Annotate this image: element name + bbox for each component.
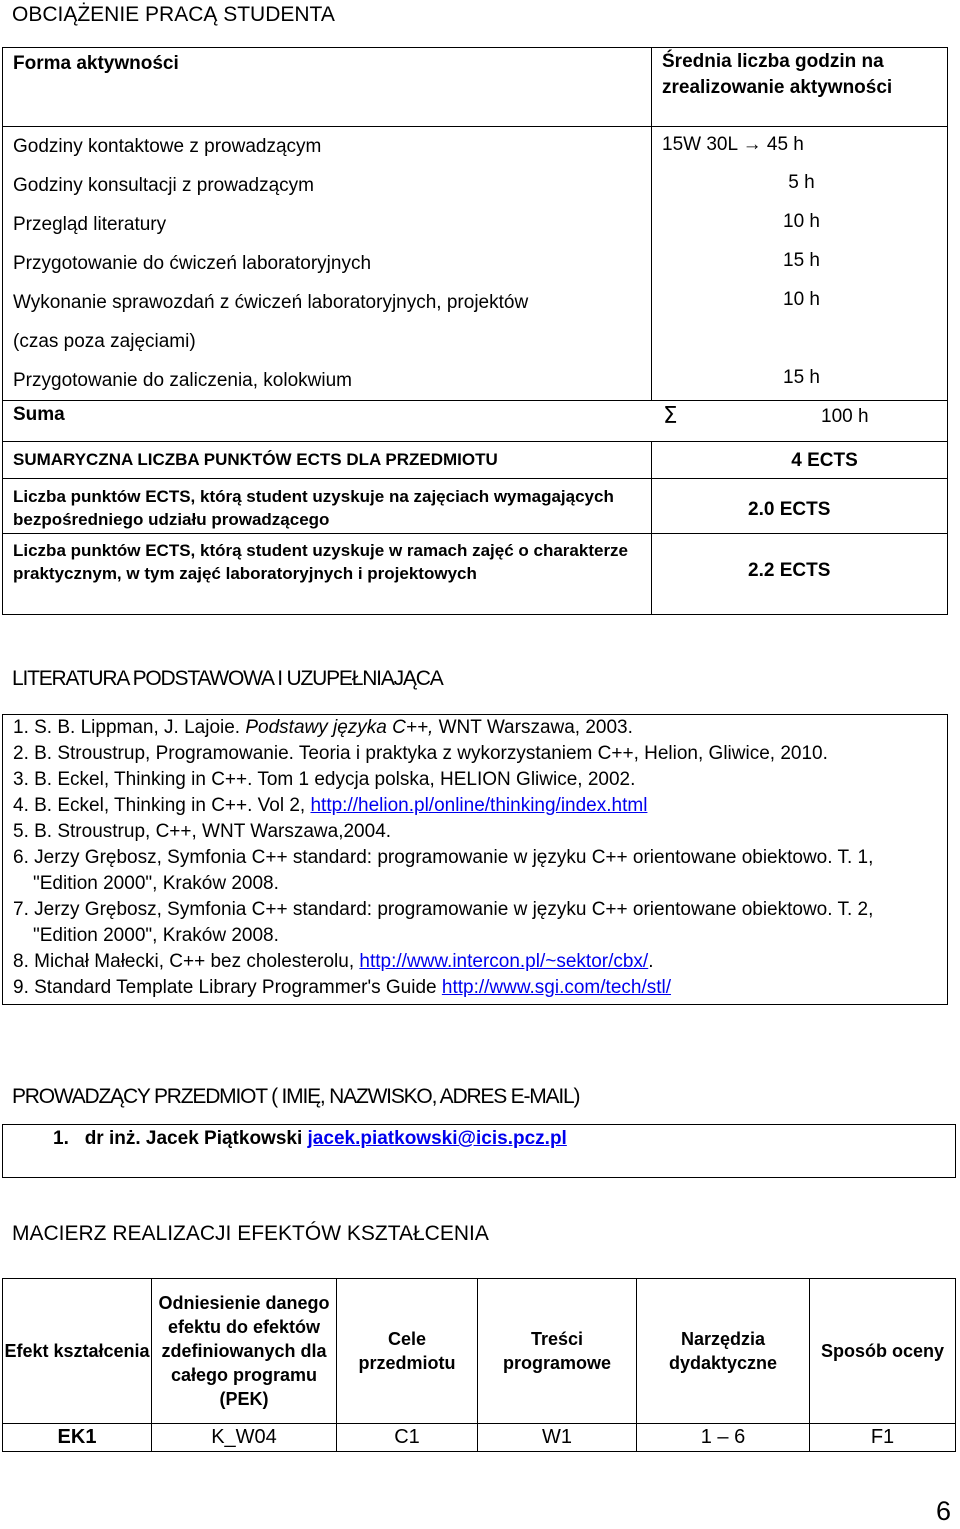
ects-practical-label: Liczba punktów ECTS, którą student uzyskuje w ramach zajęć o charakterze praktycznym, w tym zajęć laboratoryjnych i projektowych (13, 541, 629, 583)
sum-row (3, 401, 948, 442)
literature-list (3, 715, 947, 1001)
matrix-header-goals: Cele przedmiotu (337, 1279, 478, 1424)
lecturer-table (2, 1124, 956, 1178)
matrix-cell-tools: 1 – 6 (637, 1424, 810, 1452)
hours-value: 15W 30L → 45 h (662, 134, 804, 155)
ects-direct-value-cell (652, 479, 948, 534)
literature-link[interactable]: http://www.intercon.pl/~sektor/cbx/ (359, 951, 649, 972)
literature-title: LITERATURA PODSTAWOWA I UZUPEŁNIAJĄCA (12, 667, 443, 690)
ects-practical-value: 2.2 ECTS (748, 560, 831, 581)
hours-value: 15 h (783, 250, 820, 271)
literature-item: 9. Standard Template Library Programmer's Guide http://www.sgi.com/tech/stl/ (13, 977, 672, 998)
literature-item: 2. B. Stroustrup, Programowanie. Teoria i praktyka z wykorzystaniem C++, Helion, Gliwice, 2010. (13, 743, 828, 764)
lecturer-title: PROWADZĄCY PRZEDMIOT ( IMIĘ, NAZWISKO, ADRES E-MAIL) (12, 1085, 580, 1108)
literature-item: 7. Jerzy Grębosz, Symfonia C++ standard: programowanie w języku C++ orientowane obiektowo. T. 2, "Edition 2000", Kraków 2008. (13, 899, 874, 946)
hours-value: 10 h (783, 211, 820, 232)
sum-value: 100 h (821, 406, 869, 427)
workload-title: OBCIĄŻENIE PRACĄ STUDENTA (12, 3, 335, 26)
hours-value (652, 319, 947, 358)
ects-direct-value: 2.0 ECTS (748, 499, 831, 520)
page-number: 6 (936, 1496, 952, 1526)
activity-column-header: Forma aktywności (3, 48, 652, 127)
hours-value: 5 h (788, 172, 815, 193)
literature-item: 6. Jerzy Grębosz, Symfonia C++ standard: programowanie w języku C++ orientowane obiektowo. T. 1, "Edition 2000", Kraków 2008. (13, 847, 874, 894)
lecturer-name: dr inż. Jacek Piątkowski (84, 1128, 303, 1149)
sum-symbol: Σ (663, 403, 678, 429)
matrix-header-effect: Efekt kształcenia (3, 1279, 152, 1424)
literature-item: 5. B. Stroustrup, C++, WNT Warszawa,2004. (13, 821, 392, 842)
ects-practical-label-cell (3, 534, 652, 615)
matrix-header-content: Treści programowe (478, 1279, 637, 1424)
literature-item: 1. S. B. Lippman, J. Lajoie. Podstawy języka C++, WNT Warszawa, 2003. (13, 717, 633, 738)
matrix-cell-goals: C1 (337, 1424, 478, 1452)
activity-label: Przegląd literatury (13, 214, 167, 235)
matrix-title: MACIERZ REALIZACJI EFEKTÓW KSZTAŁCENIA (12, 1222, 489, 1245)
matrix-header-assessment: Sposób oceny (810, 1279, 956, 1424)
sum-label: Suma (13, 404, 65, 425)
activity-label: Godziny kontaktowe z prowadzącym (13, 136, 322, 157)
literature-link[interactable]: http://helion.pl/online/thinking/index.html (310, 795, 648, 816)
ects-total-label: SUMARYCZNA LICZBA PUNKTÓW ECTS DLA PRZEDMIOTU (13, 450, 498, 469)
activity-label: Przygotowanie do zaliczenia, kolokwium (13, 370, 352, 391)
activity-list (3, 127, 652, 401)
matrix-cell-assessment: F1 (810, 1424, 956, 1452)
hours-list (652, 127, 948, 401)
ects-total-value: 4 ECTS (791, 450, 858, 471)
hours-column-header: Średnia liczba godzin na zrealizowanie aktywności (652, 48, 948, 127)
ects-total-label-cell (3, 442, 652, 479)
hours-value: 10 h (783, 289, 820, 310)
matrix-cell-content: W1 (478, 1424, 637, 1452)
matrix-header-pek: Odniesienie danego efektu do efektów zdefiniowanych dla całego programu (PEK) (152, 1279, 337, 1424)
matrix-header-tools: Narzędzia dydaktyczne (637, 1279, 810, 1424)
lecturer-email-link[interactable]: jacek.piatkowski@icis.pcz.pl (307, 1128, 567, 1149)
ects-total-value-cell (652, 442, 948, 479)
activity-label: Przygotowanie do ćwiczeń laboratoryjnych (13, 253, 372, 274)
ects-direct-label-cell (3, 479, 652, 534)
ects-direct-label: Liczba punktów ECTS, którą student uzyskuje na zajęciach wymagających bezpośredniego udziału prowadzącego (13, 487, 614, 529)
workload-table (2, 47, 948, 615)
activity-label: Wykonanie sprawozdań z ćwiczeń laboratoryjnych, projektów (13, 292, 529, 313)
matrix-cell-effect: EK1 (3, 1424, 152, 1452)
lecturer-number: 1. (53, 1128, 69, 1149)
lecturer-entry (3, 1125, 955, 1150)
matrix-table (2, 1278, 956, 1452)
literature-table (2, 714, 948, 1005)
activity-label: (czas poza zajęciami) (13, 331, 196, 352)
activity-label: Godziny konsultacji z prowadzącym (13, 175, 314, 196)
ects-practical-value-cell (652, 534, 948, 615)
hours-value: 15 h (783, 367, 820, 388)
literature-link[interactable]: http://www.sgi.com/tech/stl/ (441, 977, 672, 998)
literature-item: 8. Michał Małecki, C++ bez cholesterolu, http://www.intercon.pl/~sektor/cbx/. (13, 951, 654, 972)
literature-item: 4. B. Eckel, Thinking in C++. Vol 2, http://helion.pl/online/thinking/index.html (13, 795, 648, 816)
matrix-cell-pek: K_W04 (152, 1424, 337, 1452)
literature-item: 3. B. Eckel, Thinking in C++. Tom 1 edycja polska, HELION Gliwice, 2002. (13, 769, 636, 790)
